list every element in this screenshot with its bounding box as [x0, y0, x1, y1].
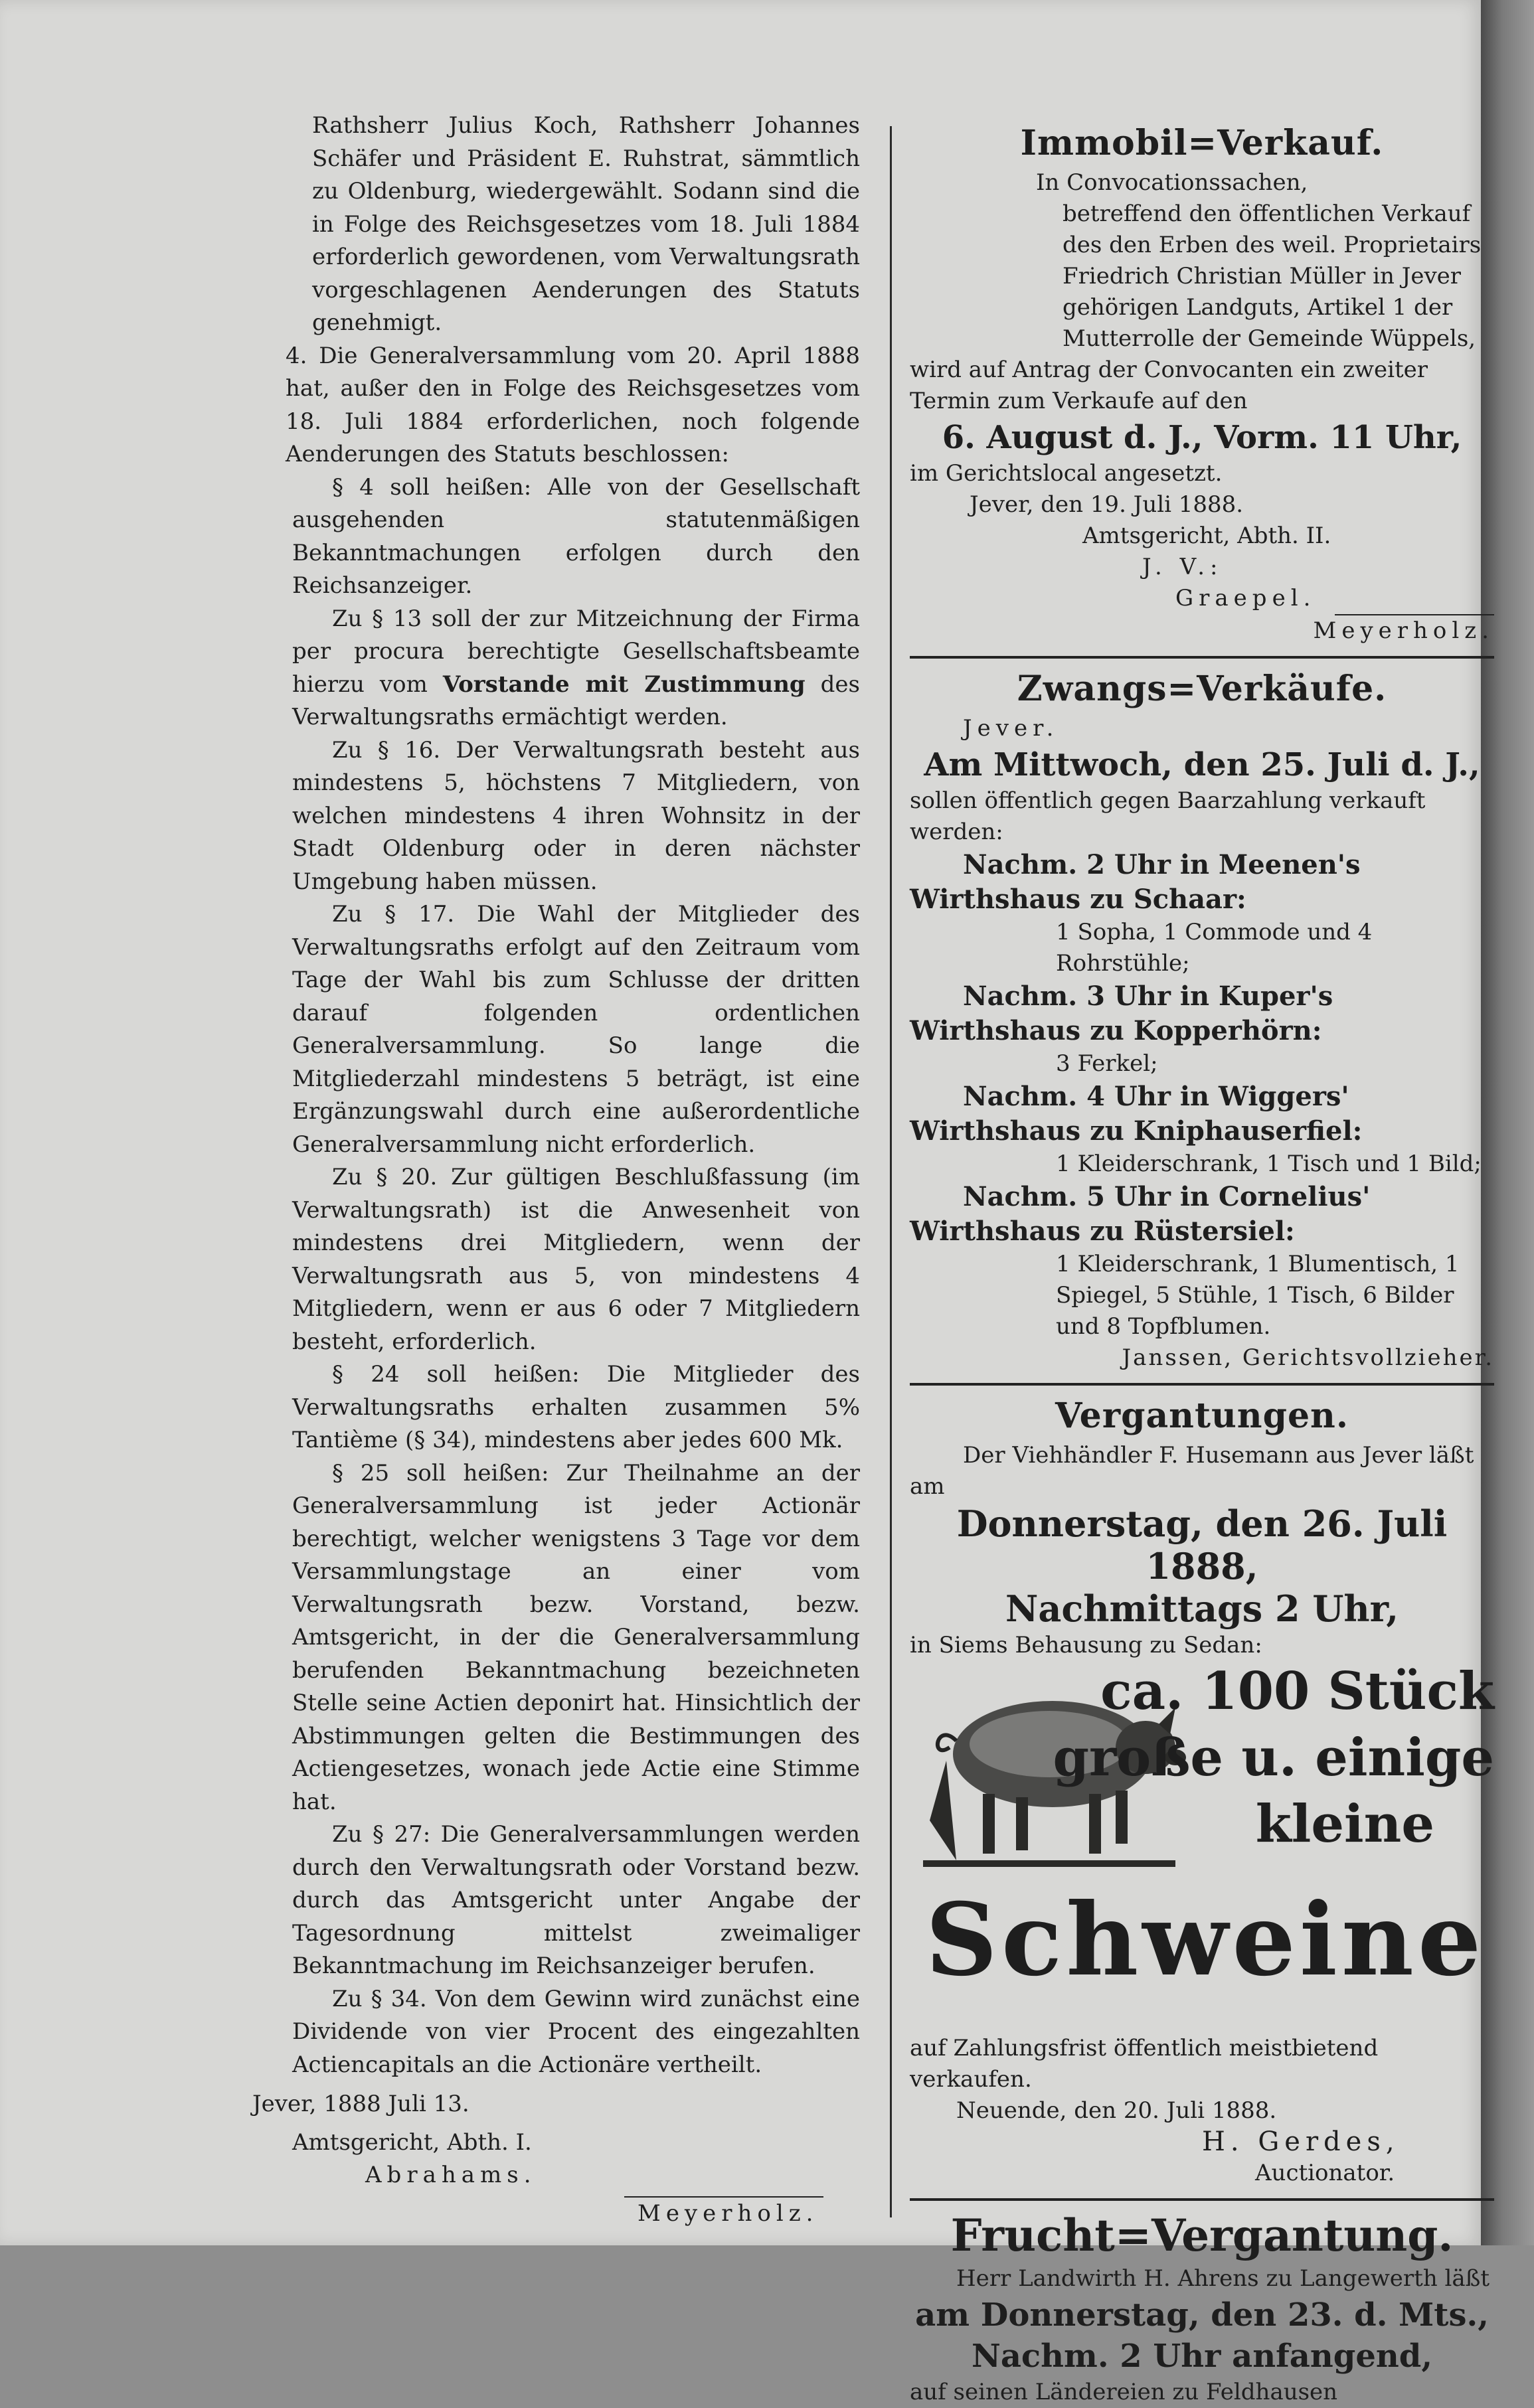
- zwangs-intro: sollen öffentlich gegen Baarzahlung verkauft werden:: [910, 787, 1426, 845]
- paragraph-section-13: Zu § 13 soll der zur Mitzeichnung der Firma per procura berechtigte Gesellschaftsbeamte hierzu vom Vorstande mit Zustimmung des Verwaltungsraths ermächtigt werden.: [292, 605, 861, 730]
- judge-name: Abrahams.: [365, 2162, 537, 2188]
- frucht-intro: Herr Landwirth H. Ahrens zu Langewerth läßt: [956, 2265, 1490, 2292]
- auction-1-items: 1 Sopha, 1 Commode und 4 Rohrstühle;: [1056, 919, 1373, 977]
- zwangs-place: Jever.: [963, 715, 1059, 742]
- zwangs-date: Am Mittwoch, den 25. Juli d. J.,: [924, 746, 1480, 783]
- court-name: Amtsgericht, Abth. I.: [292, 2128, 532, 2156]
- paragraph-section-34: Zu § 34. Von dem Gewinn wird zunächst eine Dividende von vier Procent des eingezahlten Actiencapitals an die Actionäre vertheilt.: [292, 1985, 860, 2078]
- vergantung-date: Donnerstag, den 26. Juli 1888,: [956, 1502, 1448, 1587]
- auction-3-items: 1 Kleiderschrank, 1 Tisch und 1 Bild;: [1056, 1151, 1482, 1177]
- emphasis-vorstande: Vorstande mit Zustimmung: [442, 671, 806, 698]
- paragraph-section-24: § 24 soll heißen: Die Mitglieder des Verwaltungsraths erhalten zusammen 5% Tantième (§ 34), mindestens aber jedes 600 Mk.: [292, 1361, 860, 1453]
- immobil-signer: Graepel.: [1175, 585, 1316, 611]
- auction-2-items: 3 Ferkel;: [1056, 1050, 1158, 1077]
- immobil-subject: betreffend den öffentlichen Verkauf des den Erben des weil. Proprietairs Friedrich Christian Müller in Jever gehörigen Landguts, Artikel 1 der Mutterrolle der Gemeinde Wüppels,: [1063, 201, 1482, 352]
- vergantung-time: Nachmittags 2 Uhr,: [1005, 1587, 1399, 1630]
- vergantung-terms: auf Zahlungsfrist öffentlich meistbietend verkaufen.: [910, 2035, 1379, 2093]
- clerk-signature: Meyerholz.: [638, 2200, 819, 2227]
- pig-size-large: große u. einige: [1053, 1727, 1494, 1788]
- immobil-request: wird auf Antrag der Convocanten ein zweiter Termin zum Verkaufe auf den: [910, 357, 1428, 414]
- auction-4-venue: Nachm. 5 Uhr in Cornelius' Wirthshaus zu Rüstersiel:: [910, 1181, 1371, 1247]
- frucht-time: Nachm. 2 Uhr anfangend,: [971, 2338, 1433, 2375]
- immobil-court: Amtsgericht, Abth. II.: [1082, 522, 1331, 549]
- zwangs-title: Zwangs=Verkäufe.: [1017, 669, 1387, 709]
- section-rule: [910, 1383, 1494, 1386]
- frucht-location: auf seinen Ländereien zu Feldhausen: [910, 2379, 1338, 2405]
- paragraph-general-assembly: 4. Die Generalversammlung vom 20. April 1888 hat, außer den in Folge des Reichsgesetzes vom 18. Juli 1884 erforderlichen, noch folgende Aenderungen des Statuts beschlossen:: [286, 342, 860, 467]
- section-rule: [910, 2198, 1494, 2201]
- notice-date: Jever, 1888 Juli 13.: [252, 2091, 469, 2117]
- section-rule: [910, 656, 1494, 659]
- pig-advertisement: [910, 1661, 1494, 2033]
- frucht-date: am Donnerstag, den 23. d. Mts.,: [915, 2296, 1489, 2334]
- paragraph-section-20: Zu § 20. Zur gültigen Beschlußfassung (im Verwaltungsrath) ist die Anwesenheit von mindestens drei Mitgliedern, wenn der Verwaltungsrath aus 5, von mindestens 4 Mitgliedern, wenn er aus 6 oder 7 Mitgliedern besteht, erforderlich.: [292, 1164, 860, 1355]
- column-divider: [890, 126, 892, 2217]
- paragraph-section-4: § 4 soll heißen: Alle von der Gesellschaft ausgehenden statutenmäßigen Bekanntmachungen erfolgen durch den Reichsanzeiger.: [292, 473, 860, 599]
- paragraph-section-27: Zu § 27: Die Generalversammlungen werden durch den Verwaltungsrath oder Vorstand bezw. durch das Amtsgericht unter Angabe der Tagesordnung mittelst zweimaliger Bekanntmachung im Reichsanzeiger berufen.: [292, 1821, 860, 1979]
- vergantung-intro: Der Viehhändler F. Husemann aus Jever läßt am: [910, 1442, 1474, 1500]
- frucht-title: Frucht=Vergantung.: [950, 2209, 1454, 2261]
- immobil-location: im Gerichtslocal angesetzt.: [910, 460, 1223, 487]
- right-column: [910, 120, 1494, 2408]
- pig-size-small: kleine: [1255, 1794, 1434, 1854]
- immobil-date-time: 6. August d. J., Vorm. 11 Uhr,: [942, 419, 1462, 456]
- paragraph-section-16: Zu § 16. Der Verwaltungsrath besteht aus mindestens 5, höchstens 7 Mitgliedern, von welchen mindestens 4 ihren Wohnsitz in der Stadt Oldenburg oder in deren nächster Umgebung haben müssen.: [292, 736, 860, 895]
- auctioneer-name: H. Gerdes,: [1202, 2127, 1400, 2157]
- vergantung-title: Vergantungen.: [1055, 1396, 1349, 1436]
- immobil-deputy: J. V.:: [1142, 554, 1223, 580]
- immobil-clerk: Meyerholz.: [1313, 617, 1494, 644]
- vergantung-place-date: Neuende, den 20. Juli 1888.: [956, 2097, 1277, 2124]
- auctioneer-role: Auctionator.: [1255, 2160, 1395, 2186]
- pig-headline: Schweine: [925, 1882, 1486, 1998]
- paragraph-section-25: § 25 soll heißen: Zur Theilnahme an der Generalversammlung ist jeder Actionär berechtigt, welcher wenigstens 3 Tage vor dem Versammlungstage an einer vom Verwaltungsrath bezw. Vorstand, bezw. Amtsgericht, in der die Generalversammlung berufenden Bekanntmachung bezeichneten Stelle seine Actien deponirt hat. Hinsichtlich der Abstimmungen gelten die Bestimmungen des Actiengesetzes, wonach jede Actie eine Stimme hat.: [292, 1459, 860, 1815]
- zwangs-signature: Janssen, Gerichtsvollzieher.: [1122, 1344, 1494, 1371]
- auction-3-venue: Nachm. 4 Uhr in Wiggers' Wirthshaus zu Kniphauserfiel:: [910, 1081, 1363, 1147]
- left-column: [252, 110, 861, 2230]
- auction-4-items: 1 Kleiderschrank, 1 Blumentisch, 1 Spiegel, 5 Stühle, 1 Tisch, 6 Bilder und 8 Topfblumen.: [1056, 1251, 1460, 1340]
- pig-count: ca. 100 Stück: [1100, 1661, 1494, 1722]
- auction-1-venue: Nachm. 2 Uhr in Meenen's Wirthshaus zu Schaar:: [910, 849, 1361, 915]
- immobil-title: Immobil=Verkauf.: [1020, 123, 1384, 163]
- immobil-intro: In Convocationssachen,: [1036, 169, 1308, 196]
- paragraph-board-election: Rathsherr Julius Koch, Rathsherr Johannes Schäfer und Präsident E. Ruhstrat, sämmtlich zu Oldenburg, wiedergewählt. Sodann sind die in Folge des Reichsgesetzes vom 18. Juli 1884 erforderlich gewordenen, vom Verwaltungsrath vorgeschlagenen Aenderungen des Statuts genehmigt.: [312, 112, 860, 336]
- vergantung-location: in Siems Behausung zu Sedan:: [910, 1632, 1262, 1658]
- immobil-date: Jever, den 19. Juli 1888.: [970, 491, 1244, 518]
- auction-2-venue: Nachm. 3 Uhr in Kuper's Wirthshaus zu Kopperhörn:: [910, 981, 1333, 1046]
- paragraph-section-17: Zu § 17. Die Wahl der Mitglieder des Verwaltungsraths erfolgt auf den Zeitraum vom Tage der Wahl bis zum Schlusse der dritten darauf folgenden ordentlichen Generalversammlung. So lange die Mitgliederzahl mindestens 5 beträgt, ist eine Ergänzungswahl durch eine außerordentliche Generalversammlung nicht erforderlich.: [292, 901, 860, 1158]
